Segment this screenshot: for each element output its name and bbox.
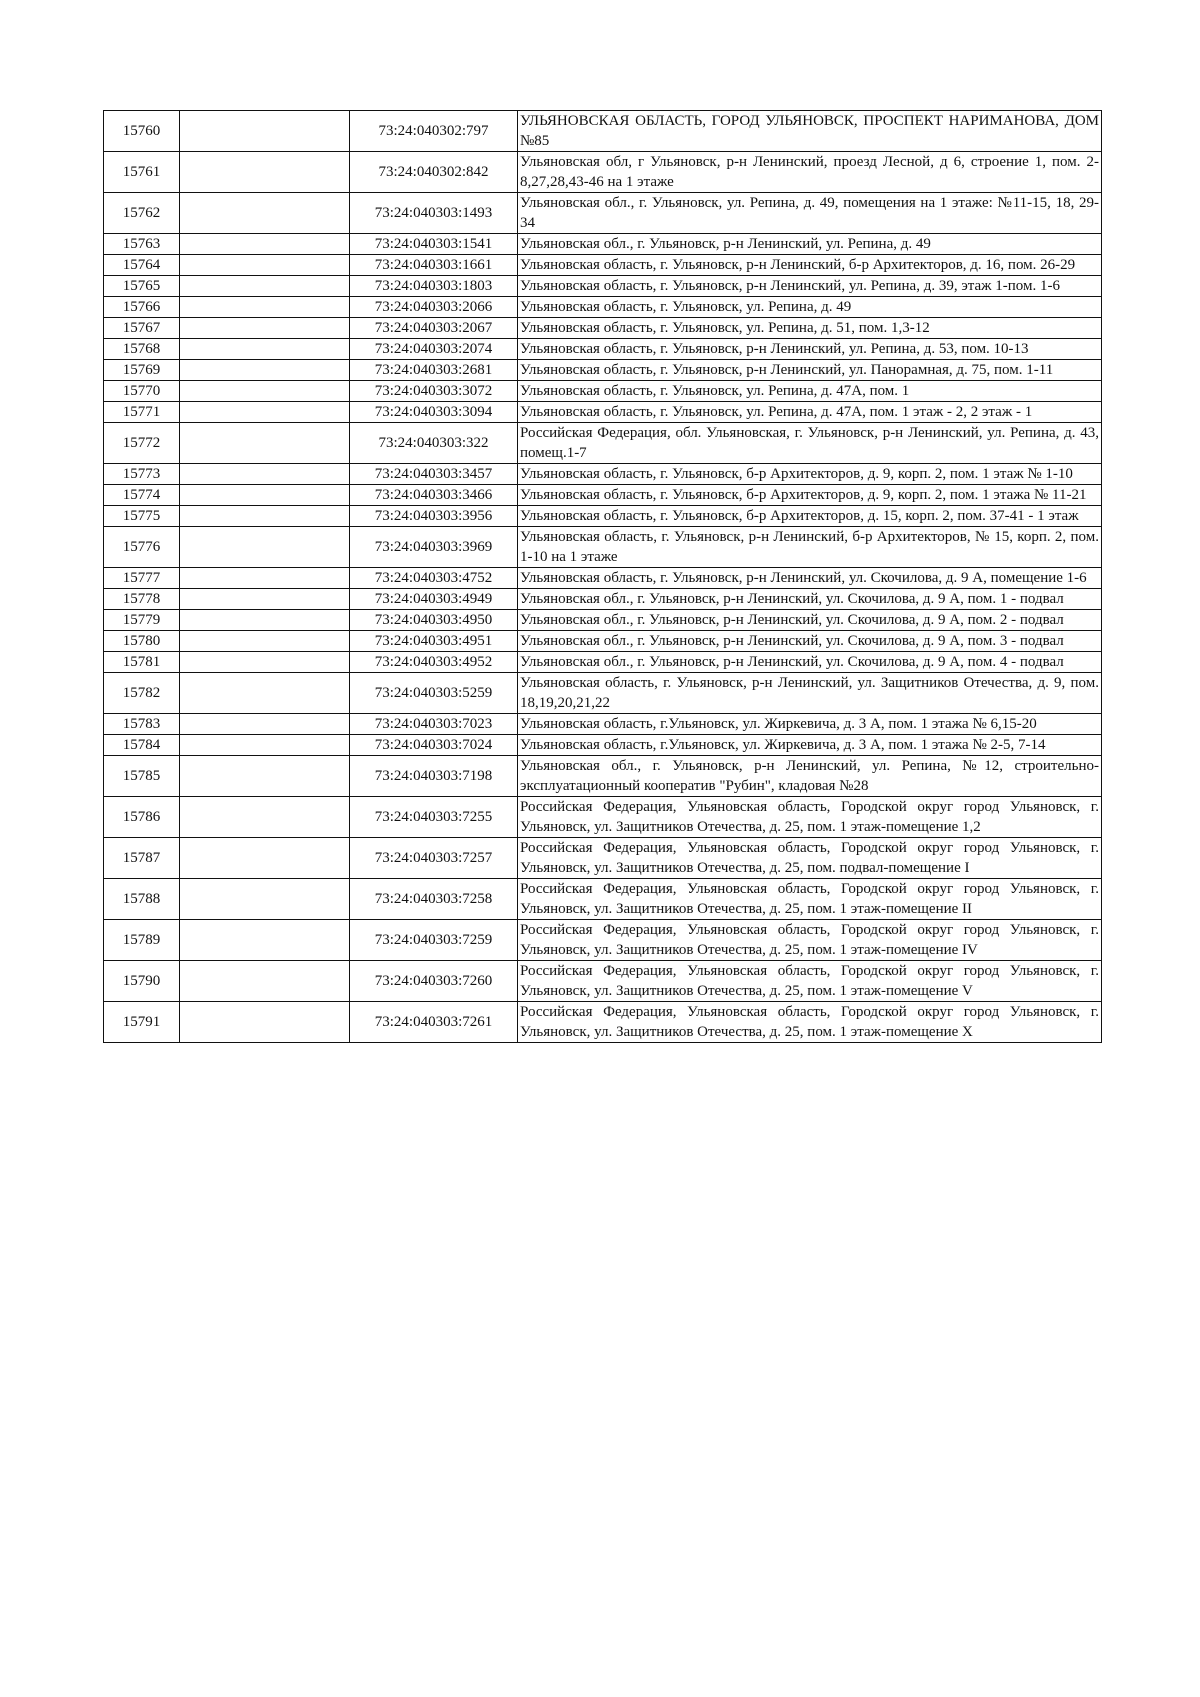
row-number-cell: 15769 bbox=[104, 360, 180, 381]
row-number-cell: 15789 bbox=[104, 920, 180, 961]
cadastral-number-cell: 73:24:040303:7260 bbox=[350, 961, 518, 1002]
empty-cell bbox=[180, 838, 350, 879]
row-number-cell: 15764 bbox=[104, 255, 180, 276]
row-number-cell: 15776 bbox=[104, 527, 180, 568]
row-number-cell: 15781 bbox=[104, 652, 180, 673]
address-cell: Ульяновская обл., г. Ульяновск, ул. Репина, д. 49, помещения на 1 этаже: №11-15, 18, 29-34 bbox=[518, 193, 1102, 234]
table-row bbox=[104, 360, 1102, 381]
cadastral-number-cell: 73:24:040303:322 bbox=[350, 423, 518, 464]
table-row bbox=[104, 714, 1102, 735]
empty-cell bbox=[180, 879, 350, 920]
address-cell: Ульяновская обл., г. Ульяновск, р-н Ленинский, ул. Скочилова, д. 9 А, пом. 2 - подвал bbox=[518, 610, 1102, 631]
address-cell: Ульяновская обл., г. Ульяновск, р-н Ленинский, ул. Репина, д. 49 bbox=[518, 234, 1102, 255]
address-cell: Ульяновская область, г. Ульяновск, ул. Репина, д. 49 bbox=[518, 297, 1102, 318]
address-cell: Ульяновская область, г. Ульяновск, б-р Архитекторов, д. 9, корп. 2, пом. 1 этажа № 11-21 bbox=[518, 485, 1102, 506]
empty-cell bbox=[180, 297, 350, 318]
cadastral-number-cell: 73:24:040303:1803 bbox=[350, 276, 518, 297]
empty-cell bbox=[180, 756, 350, 797]
address-cell: Ульяновская область, г. Ульяновск, р-н Ленинский, б-р Архитекторов, № 15, корп. 2, пом. 1-10 на 1 этаже bbox=[518, 527, 1102, 568]
cadastral-number-cell: 73:24:040302:842 bbox=[350, 152, 518, 193]
cadastral-number-cell: 73:24:040303:2066 bbox=[350, 297, 518, 318]
cadastral-number-cell: 73:24:040303:4752 bbox=[350, 568, 518, 589]
empty-cell bbox=[180, 735, 350, 756]
cadastral-number-cell: 73:24:040303:7257 bbox=[350, 838, 518, 879]
cadastral-number-cell: 73:24:040303:7259 bbox=[350, 920, 518, 961]
table-row bbox=[104, 527, 1102, 568]
property-table bbox=[103, 110, 1102, 1043]
empty-cell bbox=[180, 1002, 350, 1043]
table-row bbox=[104, 152, 1102, 193]
table-body bbox=[104, 111, 1102, 1043]
table-row bbox=[104, 652, 1102, 673]
address-cell: Ульяновская область, г. Ульяновск, ул. Репина, д. 47А, пом. 1 этаж - 2, 2 этаж - 1 bbox=[518, 402, 1102, 423]
row-number-cell: 15768 bbox=[104, 339, 180, 360]
row-number-cell: 15786 bbox=[104, 797, 180, 838]
table-row bbox=[104, 464, 1102, 485]
row-number-cell: 15777 bbox=[104, 568, 180, 589]
cadastral-number-cell: 73:24:040303:5259 bbox=[350, 673, 518, 714]
cadastral-number-cell: 73:24:040302:797 bbox=[350, 111, 518, 152]
address-cell: Российская Федерация, Ульяновская область, Городской округ город Ульяновск, г. Ульяновск, ул. Защитников Отечества, д. 25, пом. 1 этаж-помещение II bbox=[518, 879, 1102, 920]
cadastral-number-cell: 73:24:040303:7255 bbox=[350, 797, 518, 838]
row-number-cell: 15785 bbox=[104, 756, 180, 797]
empty-cell bbox=[180, 402, 350, 423]
row-number-cell: 15765 bbox=[104, 276, 180, 297]
empty-cell bbox=[180, 527, 350, 568]
cadastral-number-cell: 73:24:040303:2074 bbox=[350, 339, 518, 360]
table-row bbox=[104, 402, 1102, 423]
address-cell: Ульяновская область, г. Ульяновск, р-н Ленинский, ул. Панорамная, д. 75, пом. 1-11 bbox=[518, 360, 1102, 381]
address-cell: Ульяновская область, г. Ульяновск, р-н Ленинский, б-р Архитекторов, д. 16, пом. 26-29 bbox=[518, 255, 1102, 276]
table-row bbox=[104, 339, 1102, 360]
address-cell: Российская Федерация, Ульяновская область, Городской округ город Ульяновск, г. Ульяновск, ул. Защитников Отечества, д. 25, пом. 1 этаж-помещение X bbox=[518, 1002, 1102, 1043]
address-cell: Ульяновская область, г. Ульяновск, ул. Репина, д. 51, пом. 1,3-12 bbox=[518, 318, 1102, 339]
cadastral-number-cell: 73:24:040303:3466 bbox=[350, 485, 518, 506]
table-row bbox=[104, 568, 1102, 589]
table-row bbox=[104, 838, 1102, 879]
empty-cell bbox=[180, 234, 350, 255]
table-row bbox=[104, 879, 1102, 920]
row-number-cell: 15784 bbox=[104, 735, 180, 756]
row-number-cell: 15763 bbox=[104, 234, 180, 255]
table-row bbox=[104, 920, 1102, 961]
row-number-cell: 15772 bbox=[104, 423, 180, 464]
empty-cell bbox=[180, 111, 350, 152]
empty-cell bbox=[180, 318, 350, 339]
empty-cell bbox=[180, 631, 350, 652]
address-cell: Ульяновская обл., г. Ульяновск, р-н Ленинский, ул. Скочилова, д. 9 А, пом. 1 - подвал bbox=[518, 589, 1102, 610]
address-cell: Ульяновская обл, г Ульяновск, р-н Ленинский, проезд Лесной, д 6, строение 1, пом. 2-8,27,28,43-46 на 1 этаже bbox=[518, 152, 1102, 193]
cadastral-number-cell: 73:24:040303:4950 bbox=[350, 610, 518, 631]
row-number-cell: 15771 bbox=[104, 402, 180, 423]
address-cell: Российская Федерация, Ульяновская область, Городской округ город Ульяновск, г. Ульяновск, ул. Защитников Отечества, д. 25, пом. 1 этаж-помещение IV bbox=[518, 920, 1102, 961]
empty-cell bbox=[180, 714, 350, 735]
row-number-cell: 15778 bbox=[104, 589, 180, 610]
address-cell: Ульяновская область, г.Ульяновск, ул. Жиркевича, д. 3 А, пом. 1 этажа № 6,15-20 bbox=[518, 714, 1102, 735]
row-number-cell: 15760 bbox=[104, 111, 180, 152]
row-number-cell: 15790 bbox=[104, 961, 180, 1002]
cadastral-number-cell: 73:24:040303:3969 bbox=[350, 527, 518, 568]
empty-cell bbox=[180, 193, 350, 234]
cadastral-number-cell: 73:24:040303:7261 bbox=[350, 1002, 518, 1043]
cadastral-number-cell: 73:24:040303:1541 bbox=[350, 234, 518, 255]
table-row bbox=[104, 193, 1102, 234]
empty-cell bbox=[180, 339, 350, 360]
cadastral-number-cell: 73:24:040303:7023 bbox=[350, 714, 518, 735]
table-row bbox=[104, 276, 1102, 297]
empty-cell bbox=[180, 152, 350, 193]
table-row bbox=[104, 255, 1102, 276]
table-row bbox=[104, 381, 1102, 402]
table-row bbox=[104, 506, 1102, 527]
address-cell: Ульяновская область, г.Ульяновск, ул. Жиркевича, д. 3 А, пом. 1 этажа № 2-5, 7-14 bbox=[518, 735, 1102, 756]
table-row bbox=[104, 318, 1102, 339]
address-cell: Ульяновская область, г. Ульяновск, р-н Ленинский, ул. Защитников Отечества, д. 9, пом. 18,19,20,21,22 bbox=[518, 673, 1102, 714]
cadastral-number-cell: 73:24:040303:7198 bbox=[350, 756, 518, 797]
table-row bbox=[104, 589, 1102, 610]
cadastral-number-cell: 73:24:040303:4951 bbox=[350, 631, 518, 652]
cadastral-number-cell: 73:24:040303:1661 bbox=[350, 255, 518, 276]
row-number-cell: 15774 bbox=[104, 485, 180, 506]
address-cell: Ульяновская область, г. Ульяновск, р-н Ленинский, ул. Репина, д. 39, этаж 1-пом. 1-6 bbox=[518, 276, 1102, 297]
row-number-cell: 15791 bbox=[104, 1002, 180, 1043]
empty-cell bbox=[180, 423, 350, 464]
empty-cell bbox=[180, 920, 350, 961]
table-row bbox=[104, 797, 1102, 838]
row-number-cell: 15788 bbox=[104, 879, 180, 920]
table-row bbox=[104, 961, 1102, 1002]
address-cell: Ульяновская область, г. Ульяновск, б-р Архитекторов, д. 9, корп. 2, пом. 1 этаж № 1-10 bbox=[518, 464, 1102, 485]
address-cell: Российская Федерация, Ульяновская область, Городской округ город Ульяновск, г. Ульяновск, ул. Защитников Отечества, д. 25, пом. 1 этаж-помещение V bbox=[518, 961, 1102, 1002]
address-cell: Ульяновская область, г. Ульяновск, ул. Репина, д. 47А, пом. 1 bbox=[518, 381, 1102, 402]
table-row bbox=[104, 234, 1102, 255]
address-cell: Ульяновская обл., г. Ульяновск, р-н Ленинский, ул. Скочилова, д. 9 А, пом. 3 - подвал bbox=[518, 631, 1102, 652]
row-number-cell: 15775 bbox=[104, 506, 180, 527]
table-row bbox=[104, 423, 1102, 464]
row-number-cell: 15766 bbox=[104, 297, 180, 318]
empty-cell bbox=[180, 485, 350, 506]
row-number-cell: 15782 bbox=[104, 673, 180, 714]
empty-cell bbox=[180, 961, 350, 1002]
cadastral-number-cell: 73:24:040303:4952 bbox=[350, 652, 518, 673]
row-number-cell: 15779 bbox=[104, 610, 180, 631]
empty-cell bbox=[180, 255, 350, 276]
row-number-cell: 15767 bbox=[104, 318, 180, 339]
address-cell: Российская Федерация, Ульяновская область, Городской округ город Ульяновск, г. Ульяновск, ул. Защитников Отечества, д. 25, пом. подвал-помещение I bbox=[518, 838, 1102, 879]
cadastral-number-cell: 73:24:040303:2067 bbox=[350, 318, 518, 339]
address-cell: Ульяновская область, г. Ульяновск, р-н Ленинский, ул. Репина, д. 53, пом. 10-13 bbox=[518, 339, 1102, 360]
empty-cell bbox=[180, 360, 350, 381]
cadastral-number-cell: 73:24:040303:1493 bbox=[350, 193, 518, 234]
address-cell: Ульяновская обл., г. Ульяновск, р-н Ленинский, ул. Репина, №12, строительно-эксплуатационный кооператив "Рубин", кладовая №28 bbox=[518, 756, 1102, 797]
address-cell: УЛЬЯНОВСКАЯ ОБЛАСТЬ, ГОРОД УЛЬЯНОВСК, ПРОСПЕКТ НАРИМАНОВА, ДОМ №85 bbox=[518, 111, 1102, 152]
empty-cell bbox=[180, 652, 350, 673]
empty-cell bbox=[180, 568, 350, 589]
row-number-cell: 15787 bbox=[104, 838, 180, 879]
cadastral-number-cell: 73:24:040303:7258 bbox=[350, 879, 518, 920]
cadastral-number-cell: 73:24:040303:4949 bbox=[350, 589, 518, 610]
row-number-cell: 15783 bbox=[104, 714, 180, 735]
table-row bbox=[104, 1002, 1102, 1043]
cadastral-number-cell: 73:24:040303:2681 bbox=[350, 360, 518, 381]
empty-cell bbox=[180, 381, 350, 402]
address-cell: Ульяновская область, г. Ульяновск, р-н Ленинский, ул. Скочилова, д. 9 А, помещение 1-6 bbox=[518, 568, 1102, 589]
empty-cell bbox=[180, 673, 350, 714]
address-cell: Ульяновская обл., г. Ульяновск, р-н Ленинский, ул. Скочилова, д. 9 А, пом. 4 - подвал bbox=[518, 652, 1102, 673]
empty-cell bbox=[180, 276, 350, 297]
cadastral-number-cell: 73:24:040303:3956 bbox=[350, 506, 518, 527]
table-row bbox=[104, 631, 1102, 652]
empty-cell bbox=[180, 797, 350, 838]
table-row bbox=[104, 610, 1102, 631]
cadastral-number-cell: 73:24:040303:3457 bbox=[350, 464, 518, 485]
row-number-cell: 15773 bbox=[104, 464, 180, 485]
address-cell: Российская Федерация, обл. Ульяновская, г. Ульяновск, р-н Ленинский, ул. Репина, д. 43, помещ.1-7 bbox=[518, 423, 1102, 464]
table-row bbox=[104, 297, 1102, 318]
address-cell: Ульяновская область, г. Ульяновск, б-р Архитекторов, д. 15, корп. 2, пом. 37-41 - 1 этаж bbox=[518, 506, 1102, 527]
table-row bbox=[104, 756, 1102, 797]
cadastral-number-cell: 73:24:040303:7024 bbox=[350, 735, 518, 756]
empty-cell bbox=[180, 610, 350, 631]
table-row bbox=[104, 735, 1102, 756]
cadastral-number-cell: 73:24:040303:3094 bbox=[350, 402, 518, 423]
row-number-cell: 15770 bbox=[104, 381, 180, 402]
empty-cell bbox=[180, 589, 350, 610]
empty-cell bbox=[180, 464, 350, 485]
row-number-cell: 15762 bbox=[104, 193, 180, 234]
address-cell: Российская Федерация, Ульяновская область, Городской округ город Ульяновск, г. Ульяновск, ул. Защитников Отечества, д. 25, пом. 1 этаж-помещение 1,2 bbox=[518, 797, 1102, 838]
row-number-cell: 15761 bbox=[104, 152, 180, 193]
table-row bbox=[104, 485, 1102, 506]
row-number-cell: 15780 bbox=[104, 631, 180, 652]
empty-cell bbox=[180, 506, 350, 527]
table-row bbox=[104, 673, 1102, 714]
table-row bbox=[104, 111, 1102, 152]
cadastral-number-cell: 73:24:040303:3072 bbox=[350, 381, 518, 402]
